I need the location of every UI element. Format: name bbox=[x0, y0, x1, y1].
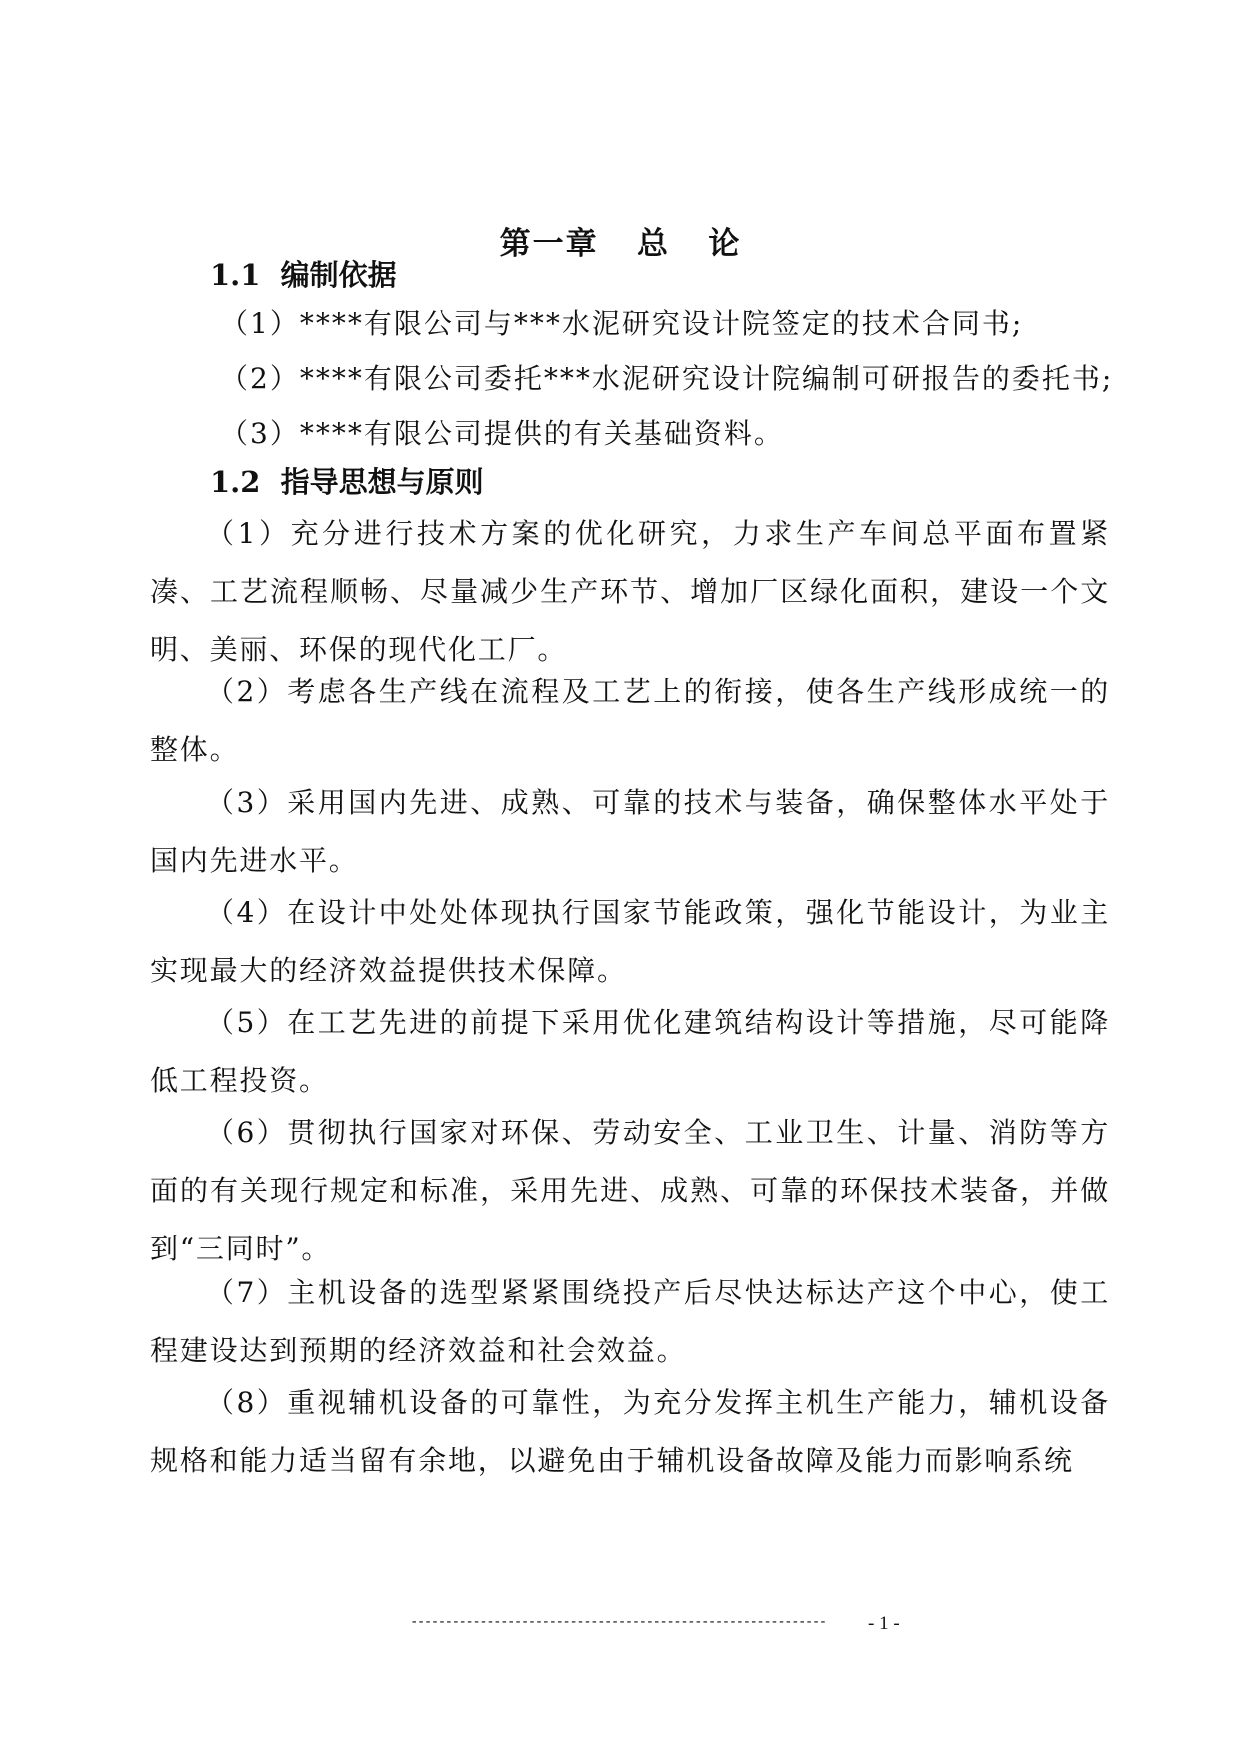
principle-paragraph: （4）在设计中处处体现执行国家节能政策，强化节能设计，为业主实现最大的经济效益提供技术保障。 bbox=[150, 896, 1110, 987]
principle-paragraph: （6）贯彻执行国家对环保、劳动安全、工业卫生、计量、消防等方面的有关现行规定和标准，采用先进、成熟、可靠的环保技术装备，并做到“三同时”。 bbox=[150, 1116, 1110, 1265]
principle-paragraph: （8）重视辅机设备的可靠性，为充分发挥主机生产能力，辅机设备规格和能力适当留有余地，以避免由于辅机设备故障及能力而影响系统 bbox=[150, 1386, 1110, 1477]
section-heading-principles: 1.2 指导思想与原则 bbox=[210, 465, 484, 499]
chapter-title: 第一章 总 论 bbox=[499, 226, 742, 262]
footer-rule: ------------------------------------------------------------ bbox=[410, 1614, 826, 1630]
principle-paragraph: （3）采用国内先进、成熟、可靠的技术与装备，确保整体水平处于国内先进水平。 bbox=[150, 786, 1110, 877]
principle-paragraph: （2）考虑各生产线在流程及工艺上的衔接，使各生产线形成统一的整体。 bbox=[150, 675, 1110, 766]
principle-paragraph: （7）主机设备的选型紧紧围绕投产后尽快达标达产这个中心，使工程建设达到预期的经济效益和社会效益。 bbox=[150, 1276, 1110, 1367]
basis-item: （2）****有限公司委托***水泥研究设计院编制可研报告的委托书; bbox=[220, 362, 1114, 395]
basis-item: （3）****有限公司提供的有关基础资料。 bbox=[220, 417, 784, 450]
section-heading-basis: 1.1 编制依据 bbox=[210, 258, 397, 292]
principle-paragraph: （5）在工艺先进的前提下采用优化建筑结构设计等措施，尽可能降低工程投资。 bbox=[150, 1006, 1110, 1097]
basis-item: （1）****有限公司与***水泥研究设计院签定的技术合同书; bbox=[220, 307, 1024, 340]
principle-paragraph: （1）充分进行技术方案的优化研究，力求生产车间总平面布置紧凑、工艺流程顺畅、尽量减少生产环节、增加厂区绿化面积，建设一个文明、美丽、环保的现代化工厂。 bbox=[150, 517, 1110, 666]
page-number: - 1 - bbox=[868, 1613, 900, 1634]
